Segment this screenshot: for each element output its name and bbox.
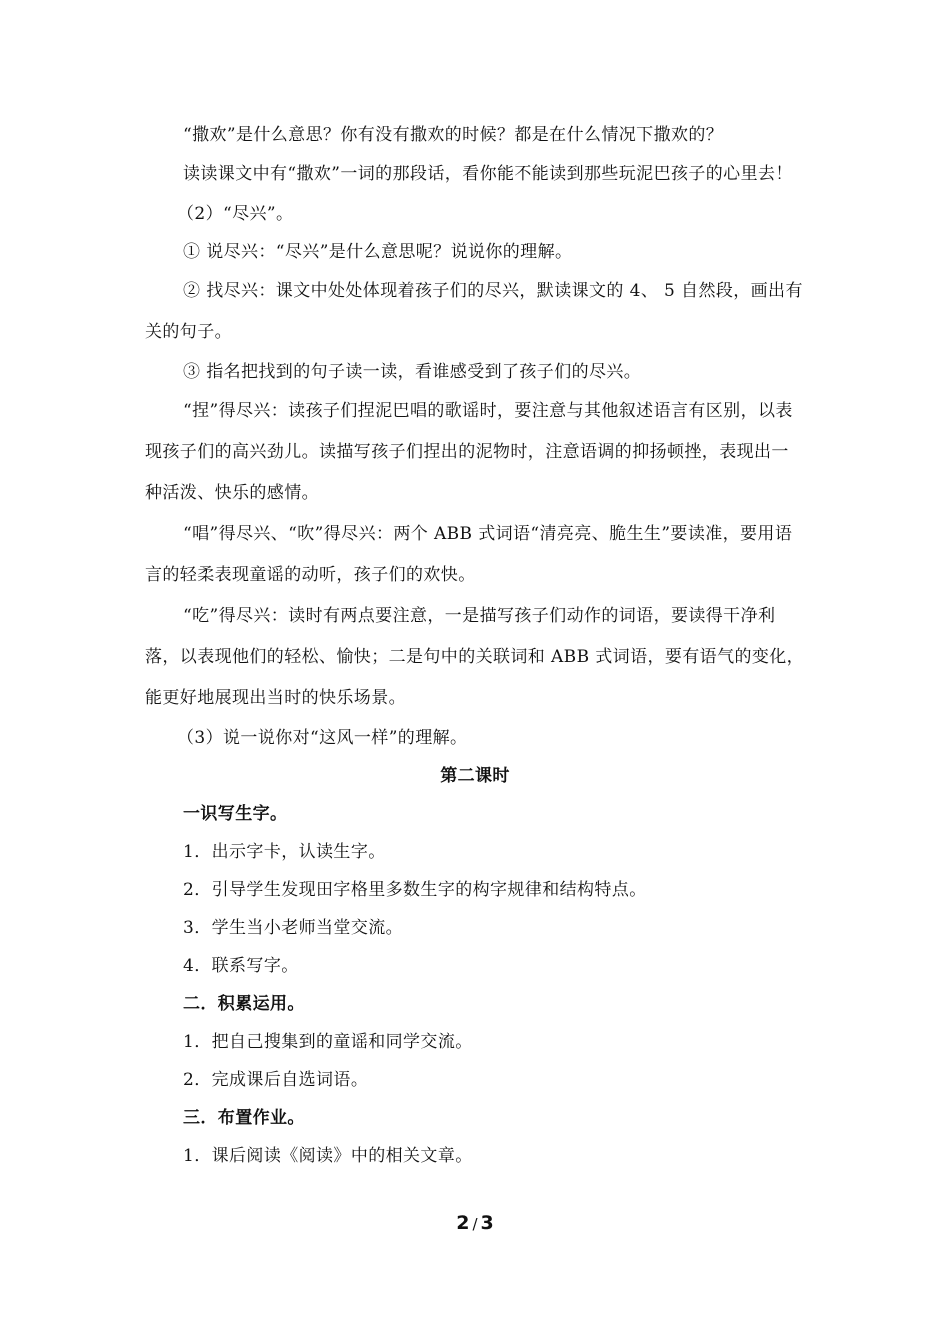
list-item: 1．把自己搜集到的童谣和同学交流。	[183, 1032, 473, 1052]
part3-heading: 三．布置作业。	[183, 1108, 305, 1128]
paragraph-jinxing-find: ② 找尽兴：课文中处处体现着孩子们的尽兴，默读课文的 4、 5 自然段，画出有关的句子。	[145, 281, 803, 342]
page-number-current: 2	[456, 1212, 470, 1234]
page-number-total: 3	[480, 1212, 494, 1234]
list-item: 2．引导学生发现田字格里多数生字的构字规律和结构特点。	[183, 880, 647, 900]
list-item: 1．出示字卡，认读生字。	[183, 842, 386, 862]
paragraph-jinxing-say: ① 说尽兴：“尽兴”是什么意思呢？说说你的理解。	[183, 242, 573, 262]
paragraph-sahuan-reading: 读读课文中有“撒欢”一词的那段话，看你能不能读到那些玩泥巴孩子的心里去！	[183, 164, 793, 184]
part2-heading: 二．积累运用。	[183, 994, 305, 1014]
page-number	[0, 1212, 950, 1234]
paragraph-nie-jinxing: “捏”得尽兴：读孩子们捏泥巴唱的歌谣时，要注意与其他叙述语言有区别，以表现孩子们的高兴劲儿。读描写孩子们捏出的泥物时，注意语调的抑扬顿挫，表现出一种活泼、快乐的感情。	[145, 401, 793, 503]
paragraph-chi-jinxing: “吃”得尽兴：读时有两点要注意，一是描写孩子们动作的词语，要读得干净利落，以表现他们的轻松、愉快；二是句中的关联词和 ABB 式词语，要有语气的变化，能更好地展现出当时的快乐场景。	[145, 606, 805, 708]
list-item: 2．完成课后自选词语。	[183, 1070, 369, 1090]
paragraph-sahuan-question: “撒欢”是什么意思？你有没有撒欢的时候？都是在什么情况下撒欢的？	[183, 125, 724, 145]
list-item: 3．学生当小老师当堂交流。	[183, 918, 404, 938]
section-title: 第二课时	[440, 766, 510, 786]
paragraph-feng-understanding: （3）说一说你对“这风一样”的理解。	[177, 728, 468, 748]
document-body	[145, 116, 805, 1175]
paragraph-jinxing-title: （2）“尽兴”。	[177, 204, 294, 224]
page-number-separator: /	[472, 1215, 478, 1233]
list-item: 4．联系写字。	[183, 956, 299, 976]
part1-heading: 一识写生字。	[183, 804, 288, 824]
paragraph-chang-chui-jinxing: “唱”得尽兴、“吹”得尽兴：两个 ABB 式词语“清亮亮、脆生生”要读准，要用语言的轻柔表现童谣的动听，孩子们的欢快。	[145, 524, 793, 585]
paragraph-jinxing-read: ③ 指名把找到的句子读一读，看谁感受到了孩子们的尽兴。	[183, 362, 642, 382]
list-item: 1．课后阅读《阅读》中的相关文章。	[183, 1146, 473, 1166]
